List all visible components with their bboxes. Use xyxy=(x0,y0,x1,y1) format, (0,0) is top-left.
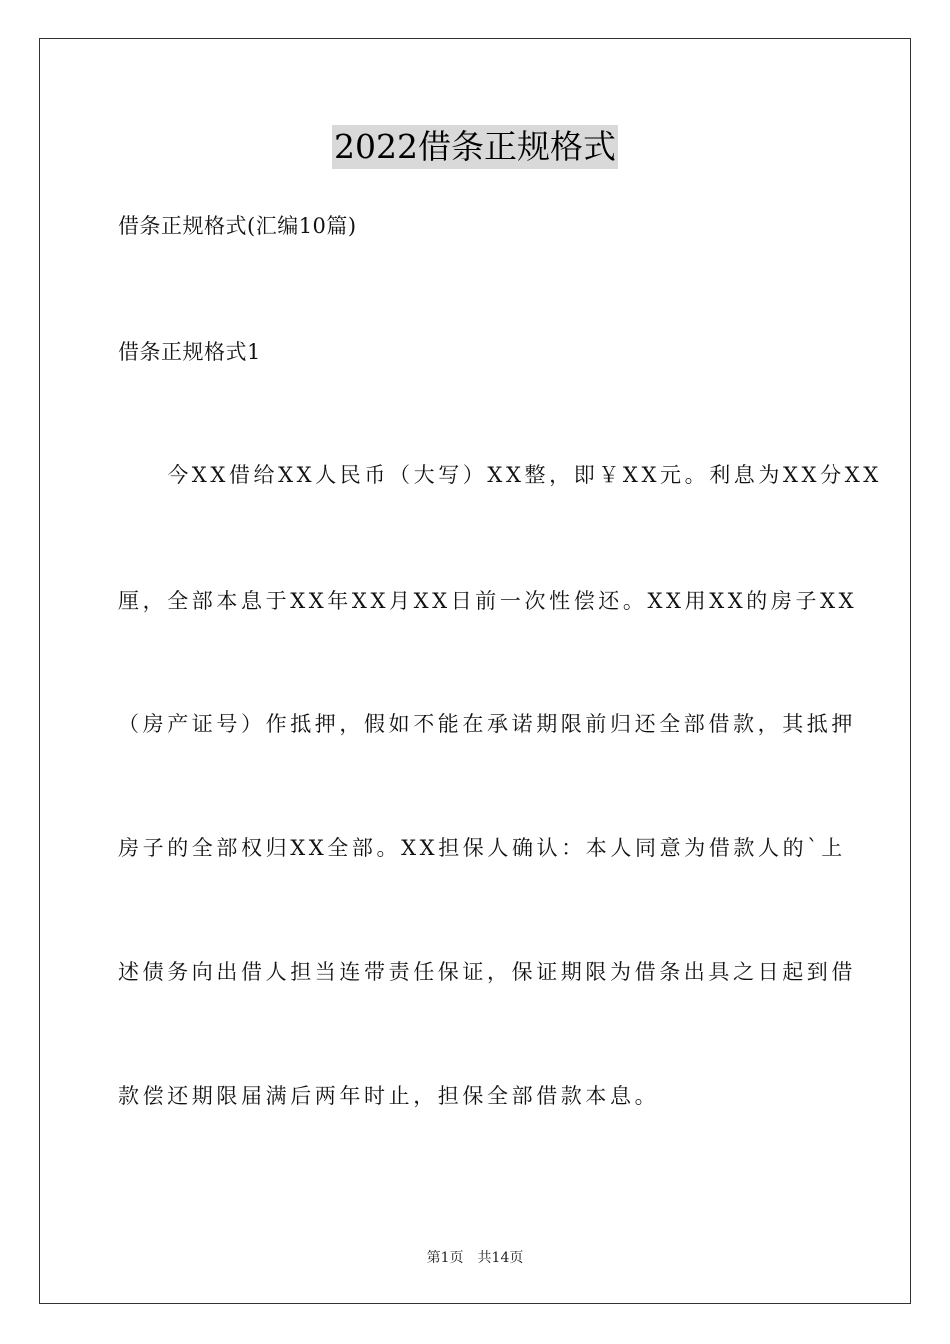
body-line: 款偿还期限届满后两年时止，担保全部借款本息。 xyxy=(118,1084,660,1108)
body-line: （房产证号）作抵押，假如不能在承诺期限前归还全部借款，其抵押 xyxy=(118,712,856,736)
body-line: 述债务向出借人担当连带责任保证，保证期限为借条出具之日起到借 xyxy=(118,960,856,984)
page-footer: 第1页 共14页 xyxy=(426,1250,524,1266)
document-title: 2022借条正规格式 xyxy=(332,125,618,169)
section-heading: 借条正规格式1 xyxy=(118,340,261,364)
body-line: 房子的全部权归XX全部。XX担保人确认：本人同意为借款人的`上 xyxy=(118,836,846,860)
body-line: 今XX借给XX人民币（大写）XX整，即￥XX元。利息为XX分XX xyxy=(118,463,882,487)
title-wrap xyxy=(0,125,950,169)
document-subtitle: 借条正规格式(汇编10篇) xyxy=(118,214,357,238)
body-line: 厘，全部本息于XX年XX月XX日前一次性偿还。XX用XX的房子XX xyxy=(118,589,858,613)
